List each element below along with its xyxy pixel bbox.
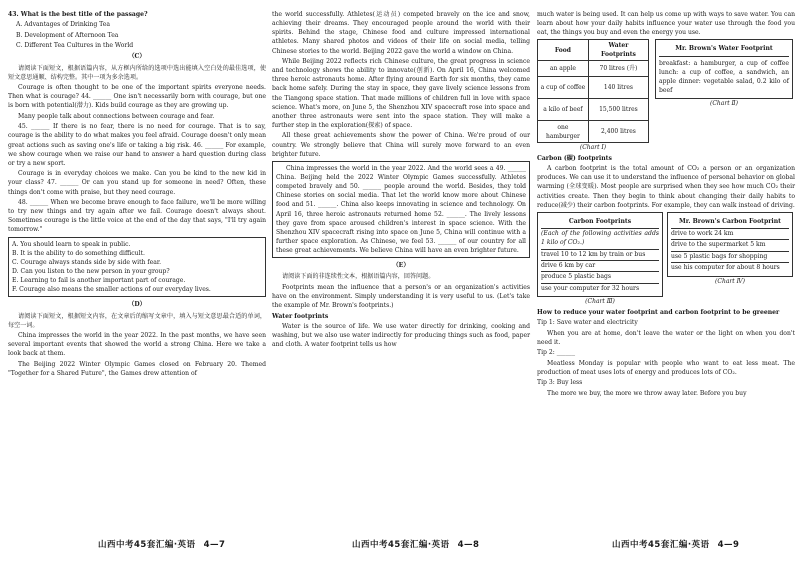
box-option: E. Learning to fail is another important part of courage. — [12, 277, 186, 285]
box-row: drive to work 24 km — [671, 228, 789, 238]
box-option: A. You should learn to speak in public. — [12, 240, 131, 248]
table-header: Water Footprints — [588, 40, 648, 61]
box-row: produce 5 plastic bags — [541, 271, 659, 281]
option-a: A. Advantages of Drinking Tea — [16, 21, 110, 29]
box-title: Mr. Brown's Carbon Footprint — [678, 217, 781, 225]
table-cell: 70 litres (升) — [588, 61, 648, 77]
column-left — [8, 10, 266, 379]
table-cell: a cup of coffee — [538, 77, 589, 99]
section-c-instruction: 请阅读下面短文，根据语篇内容，从方框内所给的选项中选出能填入空白处的最佳选项，使短文意思通顺、结构完整。其中一项为多余选项。 — [8, 64, 266, 81]
passage-paragraph: Courage is in everyday choices we make. Can you be kind to the new kid in your class? 47. ______ Or can you stand up for someone in need? Often, these things don't come with praise, but they need courage. — [8, 170, 266, 196]
table-cell: an apple — [538, 61, 589, 77]
footer-page: 4—7 — [203, 540, 226, 550]
table-header: Food — [538, 40, 589, 61]
table-cell: one hamburger — [538, 121, 589, 143]
passage-paragraph: While Beijing 2022 reflects rich Chinese culture, the great progress in science and technology shows the ability to innovate(创新). On April 16, China welcomed three heroic astronauts home. After flying around Earth for six months, they came back home safely. During the stay in space, they gave lively science lessons from the Tiangong space station. That made millions of children full in love with space science. What's more, on June 5, the Shenzhou XIV spacecraft rose into space and another three astronauts were sent into the space station. They will make a further step in the exploration(探索) of space. — [272, 58, 530, 129]
passage-paragraph: 48. ______ When we become brave enough to face failure, we'll be more willing to try new things and try again after we fail. Courage doesn't always shout. Sometimes courage is the little voice at the end of the day that says, "I'll try again tomorrow." — [8, 199, 266, 234]
passage-paragraph: All these great achievements show the power of China. We're proud of our country. We strongly believe that China will surely move forward to an even brighter future. — [272, 132, 530, 158]
box-option: C. Courage always stands side by side with fear. — [12, 258, 162, 266]
section-d-heading: （D） — [128, 301, 146, 309]
footer-title: 山西中考45套汇编·英语 — [352, 540, 450, 550]
chart-caption: (Chart Ⅲ) — [585, 298, 615, 306]
passage-paragraph: Water is the source of life. We use water directly for drinking, cooking and washing, but we also use water indirectly for producing things such as food, paper and cloth. A water footprint tells us how — [272, 322, 530, 349]
tip-1: Tip 1: Save water and electricity — [537, 319, 638, 327]
passage-paragraph: Many people talk about connections between courage and fear. — [18, 112, 215, 120]
box-body: breakfast: a hamburger, a cup of coffee lunch: a cup of coffee, a sandwich, an apple dinner: vegetable salad, 0.2 kilo of beef — [659, 56, 789, 96]
passage-paragraph: The Beijing 2022 Winter Olympic Games closed on February 20. Themed "Together for a Shared Future", the Games drew attention of — [8, 360, 266, 378]
table-cell: a kilo of beef — [538, 99, 589, 121]
charts-row-2 — [537, 212, 795, 308]
section-c-heading: （C） — [128, 53, 146, 61]
tip-3-text: The more we buy, the more we throw away later. Before you buy — [547, 389, 747, 397]
how-to-heading: How to reduce your water footprint and carbon footprint to be greener — [537, 308, 780, 316]
chart-caption: (Chart Ⅰ) — [579, 144, 607, 152]
footer-title: 山西中考45套汇编·英语 — [98, 540, 196, 550]
box-note: (Each of the following activities adds 1 kilo of CO₂.) — [541, 230, 659, 247]
box-row: use 5 plastic bags for shopping — [671, 251, 789, 261]
box-row: drive 6 km by car — [541, 260, 659, 270]
brown-carbon-table — [667, 212, 793, 277]
carbon-table — [537, 212, 663, 297]
footer-page: 4—9 — [717, 540, 740, 550]
passage-paragraph: A carbon footprint is the total amount of CO₂ a person or an organization produces. We can use it to understand the influence of personal behavior on global warming (全球变暖). Most people are surprised when they see how much CO₂ their activities create. Then they begin to think about changing their daily habits to reduce(减少) their carbon footprints. For example, they can walk instead of driving. — [537, 165, 795, 209]
column-middle — [272, 10, 530, 351]
question-43: 43. What is the best title of the passage? — [8, 11, 148, 18]
footer-right — [612, 538, 739, 550]
food-water-table — [537, 39, 649, 143]
passage-paragraph: 45. ______ If there is no fear, there is no need for courage. That is to say, courage is the ability to do what makes you feel afraid. Courage doesn't only mean great actions such as saving one's life or taking a big risk. 46. ______ For example, we show courage when we raise our hand to answer a hard question during class or try a new sport. — [8, 123, 266, 167]
summary-text: China impresses the world in the year 2022. And the world sees a 49. ______ China. Beijing held the 2022 Winter Olympic Games successfully. Athletes competed bravely and 50. ______ people around the world. Besides, they told Chinese stories on social media. That let the world know more about Chinese food and 51. ______. China also keeps innovating in science and technology. On April 16, three heroic astronauts returned home 52. ______. The lively lessons they gave from space aroused children's interest in space science. With the Shenzhou XIV spacecraft rising into space on June 5, China will continue with a further space exploration. As Chinese, we feel 53. ______ of our country for all these great achievements. We believe China will have an even brighter future. — [276, 164, 526, 255]
footer-page: 4—8 — [457, 540, 480, 550]
brown-water-box — [655, 39, 793, 99]
box-option: D. Can you listen to the new person in your group? — [12, 268, 170, 276]
box-option: B. It is the ability to do something difficult. — [12, 249, 145, 257]
passage-paragraph: China impresses the world in the year 2022. In the past months, we have seen several important events that showed the world a strong China. Here we take a look back at them. — [8, 332, 266, 358]
footer-middle — [352, 538, 479, 550]
table-cell: 15,500 litres — [588, 99, 648, 121]
table-cell: 2,400 litres — [588, 121, 648, 143]
tip-3: Tip 3: Buy less — [537, 379, 583, 387]
tip-1-text: When you are at home, don't leave the water or the light on when you don't need it. — [537, 329, 795, 346]
summary-box — [272, 161, 530, 258]
section-e-heading: （E） — [392, 262, 410, 270]
chart-4 — [667, 212, 793, 308]
carbon-footprints-heading: Carbon (碳) footprints — [537, 154, 612, 162]
box-title: Mr. Brown's Water Footprint — [675, 45, 773, 53]
chart-caption: (Chart Ⅳ) — [715, 277, 745, 285]
charts-row-1 — [537, 39, 795, 153]
passage-paragraph: Footprints mean the influence that a person's or an organization's activities have on the environment. Simply understanding it is very useful to us. (Let's take the example of Mr. Brown's footprints.) — [272, 283, 530, 310]
options-box — [8, 237, 266, 298]
box-row: use your computer for 32 hours — [541, 283, 659, 293]
section-d-instruction: 请阅读下面短文，根据短文内容，在文章后的缩写文章中，填入与短文意思最合适的单词，每空一词。 — [8, 312, 266, 329]
box-row: use his computer for about 8 hours — [671, 262, 789, 272]
footer-left — [98, 538, 225, 550]
box-row: drive to the supermarket 5 km — [671, 239, 789, 249]
box-option: F. Courage also means the smaller actions of our everyday lives. — [12, 286, 211, 294]
passage-paragraph: much water is being used. It can help us come up with ways to save water. You can learn about how your daily habits influence your water use through the food you eat, the things you buy and even the energy you use. — [537, 11, 795, 37]
water-footprints-heading: Water footprints — [272, 312, 329, 320]
passage-paragraph: Courage is often thought to be one of the important spirits everyone needs. Then what is courage? 44. ______ One isn't necessarily born with courage, but one is born with potential(潜力). Kids build courage as they are growing up. — [8, 84, 266, 110]
tip-2: Tip 2: ______ — [537, 349, 575, 357]
option-c: C. Different Tea Cultures in the World — [16, 42, 134, 50]
section-e-instruction: 请阅读下面的非连续性文本，根据语篇内容，回答问题。 — [282, 273, 435, 281]
chart-2 — [655, 39, 793, 153]
box-row: travel 10 to 12 km by train or bus — [541, 249, 659, 259]
column-right — [537, 10, 795, 399]
chart-caption: (Chart Ⅱ) — [710, 100, 738, 108]
table-cell: 140 litres — [588, 77, 648, 99]
passage-paragraph: the world successfully. Athletes(运动员) competed bravely on the ice and snow, achieving their dreams. They encouraged people around the world with their spirits. Behind the stage, Chinese food and culture impressed international athletes. Many shared photos and videos of their life on social media, telling Chinese stories to the world. Beijing 2022 gave the world a window on China. — [272, 11, 530, 55]
footer-title: 山西中考45套汇编·英语 — [612, 540, 710, 550]
option-b: B. Development of Afternoon Tea — [16, 31, 119, 39]
tip-2-text: Meatless Monday is popular with people who want to eat less meat. The production of meat uses lots of energy and produces lots of CO₂. — [537, 359, 795, 376]
chart-3 — [537, 212, 663, 308]
box-title: Carbon Footprints — [568, 217, 632, 225]
chart-1 — [537, 39, 649, 153]
